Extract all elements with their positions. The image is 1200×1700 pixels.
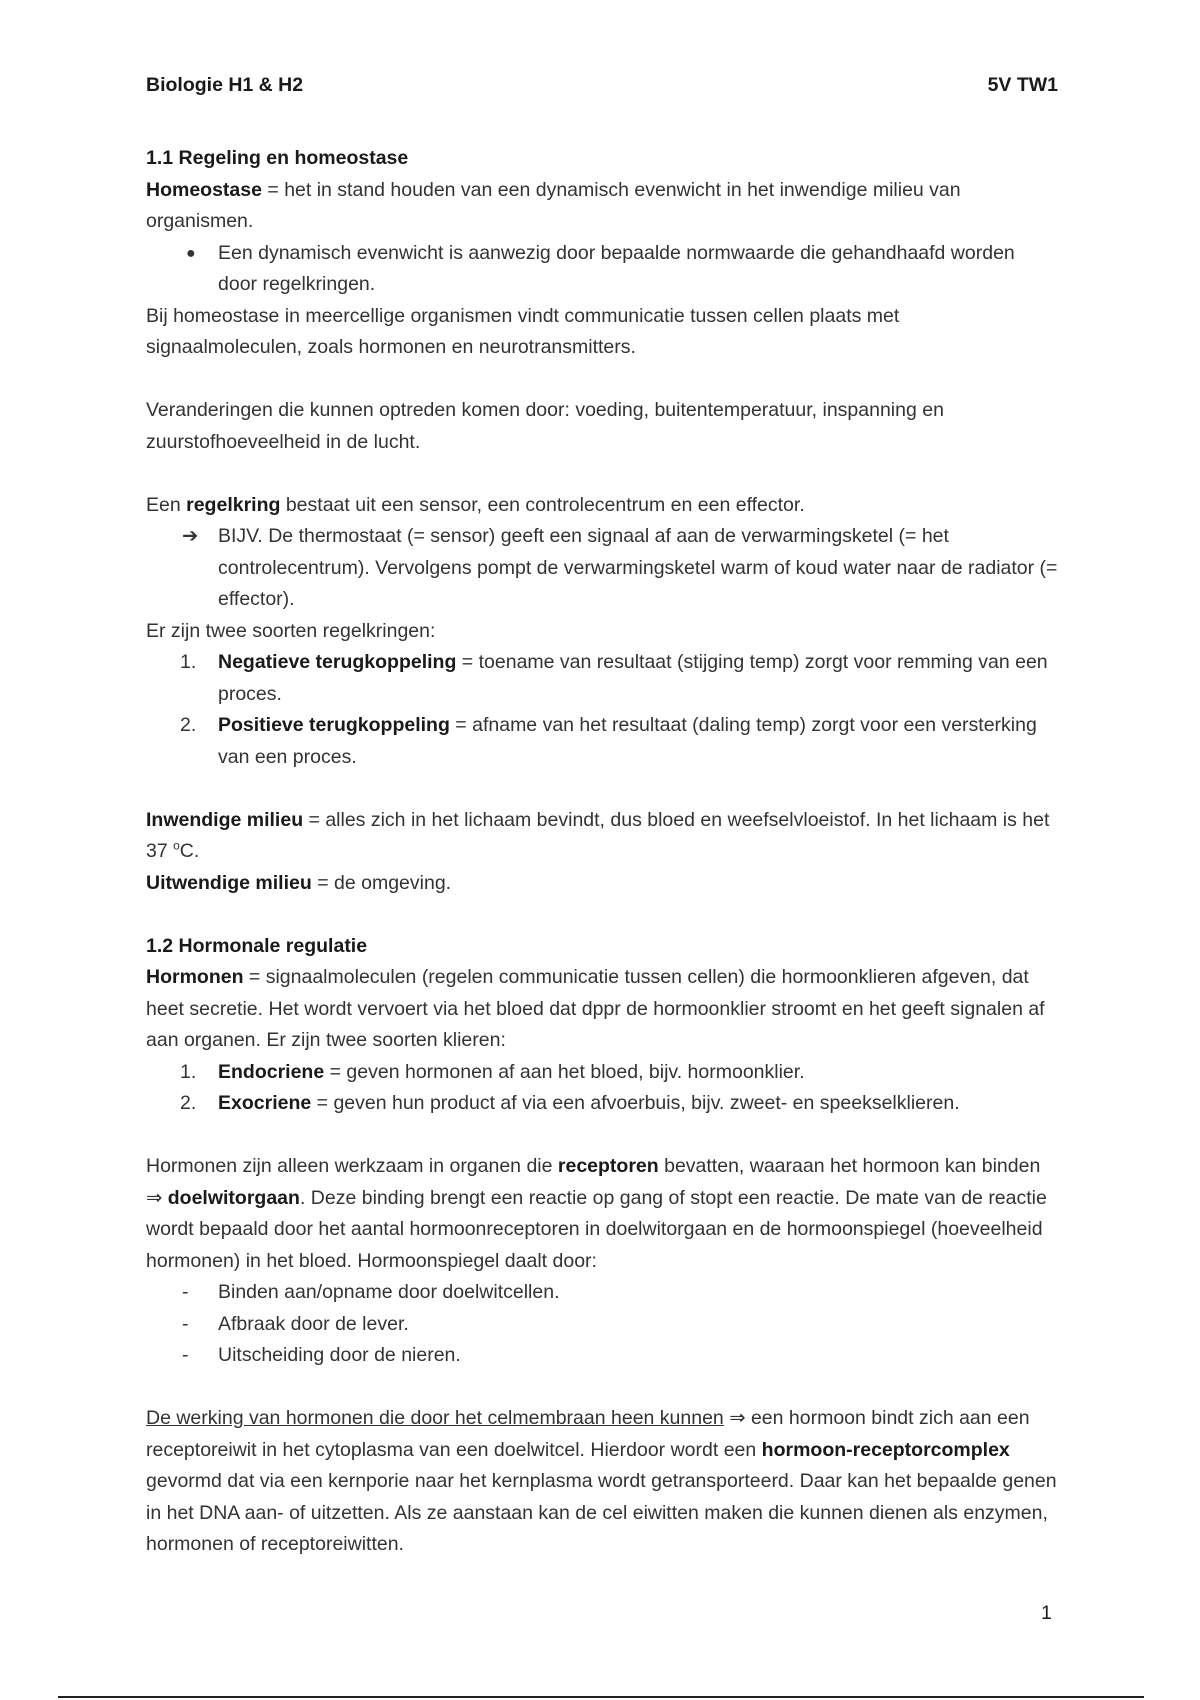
degree-superscript: o	[173, 838, 180, 853]
section-heading-1-1: 1.1 Regeling en homeostase	[146, 147, 409, 169]
text-fragment: = de omgeving.	[311, 871, 452, 894]
list-number: 2.	[180, 1092, 197, 1114]
paragraph-homeostase	[146, 175, 1058, 238]
term-hormoon-receptorcomplex: hormoon-receptorcomplex	[761, 1438, 1010, 1461]
text-fragment: . Deze binding brengt een reactie op gang of stopt een reactie. De mate van de reactie wordt bepaald door het aantal hormoonreceptoren in doelwitorgaan en de hormoonspiegel (hoeveelheid hormonen) in het bloed. Hormoonspiegel daalt door:	[146, 1186, 1047, 1272]
underlined-heading: De werking van hormonen die door het celmembraan heen kunnen	[146, 1407, 724, 1429]
list-item-text: Afbraak door de lever.	[218, 1312, 409, 1335]
term-inwendige-milieu: Inwendige milieu	[146, 808, 304, 831]
list-item-text: = geven hormonen af aan het bloed, bijv. hormoonklier.	[324, 1060, 805, 1083]
text-fragment: Hormonen zijn alleen werkzaam in organen die	[146, 1155, 558, 1177]
list-item	[146, 1309, 1058, 1341]
header-subject: Biologie H1 & H2	[146, 74, 304, 96]
list-item	[146, 1088, 1058, 1120]
text-fragment: Een	[146, 493, 187, 516]
list-item-text: Binden aan/opname door doelwitcellen.	[218, 1281, 560, 1303]
arrow-right-icon: ➔	[182, 525, 199, 547]
text-fragment: = alles zich in het lichaam bevindt, dus bloed en weefselvloeistof. In het lichaam is het 37	[146, 808, 1050, 862]
term-uitwendige-milieu: Uitwendige milieu	[146, 871, 312, 894]
paragraph-communication: Bij homeostase in meercellige organismen vindt communicatie tussen cellen plaats met signaalmoleculen, zoals hormonen en neurotransmitters.	[146, 304, 900, 358]
list-item-text: BIJV. De thermostaat (= sensor) geeft een signaal af aan de verwarmingsketel (= het controlecentrum). Vervolgens pompt de verwarmingsketel warm of koud water naar de radiator (= effector).	[218, 525, 1058, 610]
list-item	[146, 1340, 1058, 1372]
dash-marker: -	[182, 1312, 189, 1335]
dash-marker: -	[182, 1344, 189, 1366]
paragraph-receptoren	[146, 1151, 1058, 1277]
paragraph-two-kinds: Er zijn twee soorten regelkringen:	[146, 619, 436, 642]
text-fragment: bevatten, waaraan het hormoon kan binden ⇒	[146, 1155, 1041, 1209]
term-endocriene: Endocriene	[218, 1060, 325, 1083]
list-item	[146, 647, 1058, 710]
definition-text: = het in stand houden van een dynamisch evenwicht in het inwendige milieu van organismen.	[146, 178, 961, 232]
list-item	[146, 521, 1058, 616]
text-fragment: bestaat uit een sensor, een controlecentrum en een effector.	[280, 493, 805, 516]
text-fragment: C.	[179, 840, 200, 862]
feedback-list	[146, 647, 1058, 773]
page-bottom-rule	[58, 1696, 1144, 1698]
definition-text: = signaalmoleculen (regelen communicatie tussen cellen) die hormoonklieren afgeven, dat heet secretie. Het wordt vervoert via het bloed dat dppr de hormoonklier stroomt en het geeft signalen af aan organen. Er zijn twee soorten klieren:	[146, 966, 1045, 1051]
glands-list	[146, 1057, 1058, 1120]
header-class: 5V TW1	[987, 74, 1058, 96]
page-header	[146, 70, 1058, 100]
paragraph-uitwendig	[146, 868, 1058, 900]
list-item-text: Uitscheiding door de nieren.	[218, 1344, 461, 1366]
dash-marker: -	[182, 1281, 189, 1303]
paragraph-changes: Veranderingen die kunnen optreden komen door: voeding, buitentemperatuur, inspanning en zuurstofhoeveelheid in de lucht.	[146, 399, 944, 453]
term-negative-feedback: Negatieve terugkoppeling	[218, 651, 457, 673]
bullet-dot-icon: ●	[186, 244, 196, 262]
list-item	[146, 1277, 1058, 1309]
dash-list	[146, 1277, 1058, 1372]
document-body	[146, 143, 1058, 1561]
term-doelwitorgaan: doelwitorgaan	[167, 1186, 300, 1209]
paragraph-hormonen	[146, 962, 1058, 1057]
list-item	[146, 710, 1058, 773]
section-heading-1-2: 1.2 Hormonale regulatie	[146, 934, 368, 957]
paragraph-regelkring	[146, 490, 1058, 522]
list-item-text: = afname van het resultaat (daling temp) zorgt voor een versterking van een proces.	[218, 714, 1037, 768]
list-number: 1.	[180, 1060, 197, 1083]
text-fragment: ⇒ een hormoon bindt zich aan een receptoreiwit in het cytoplasma van een doelwitcel. Hierdoor wordt een	[146, 1407, 1030, 1461]
list-number: 1.	[180, 651, 197, 673]
arrow-list	[146, 521, 1058, 616]
term-hormonen: Hormonen	[146, 966, 244, 988]
term-exocriene: Exocriene	[218, 1092, 312, 1114]
list-item-text: = toename van resultaat (stijging temp) zorgt voor remming van een proces.	[218, 651, 1048, 705]
term-homeostase: Homeostase	[146, 178, 262, 201]
paragraph-werking	[146, 1403, 1058, 1561]
list-number: 2.	[180, 714, 197, 736]
page-number: 1	[1041, 1602, 1052, 1624]
list-item-text: Een dynamisch evenwicht is aanwezig door bepaalde normwaarde die gehandhaafd worden door regelkringen.	[218, 241, 1015, 295]
term-positive-feedback: Positieve terugkoppeling	[218, 714, 450, 736]
list-item	[146, 238, 1058, 301]
list-item-text: = geven hun product af via een afvoerbuis, bijv. zweet- en speekselklieren.	[311, 1092, 960, 1114]
term-regelkring: regelkring	[186, 493, 281, 516]
list-item	[146, 1057, 1058, 1089]
paragraph-inwendig	[146, 805, 1058, 868]
bullet-list	[146, 238, 1058, 301]
term-receptoren: receptoren	[557, 1155, 659, 1177]
text-fragment: gevormd dat via een kernporie naar het kernplasma wordt getransporteerd. Daar kan het bepaalde genen in het DNA aan- of uitzetten. Als ze aanstaan kan de cel eiwitten maken die kunnen dienen als enzymen, hormonen of receptoreiwitten.	[146, 1470, 1057, 1555]
